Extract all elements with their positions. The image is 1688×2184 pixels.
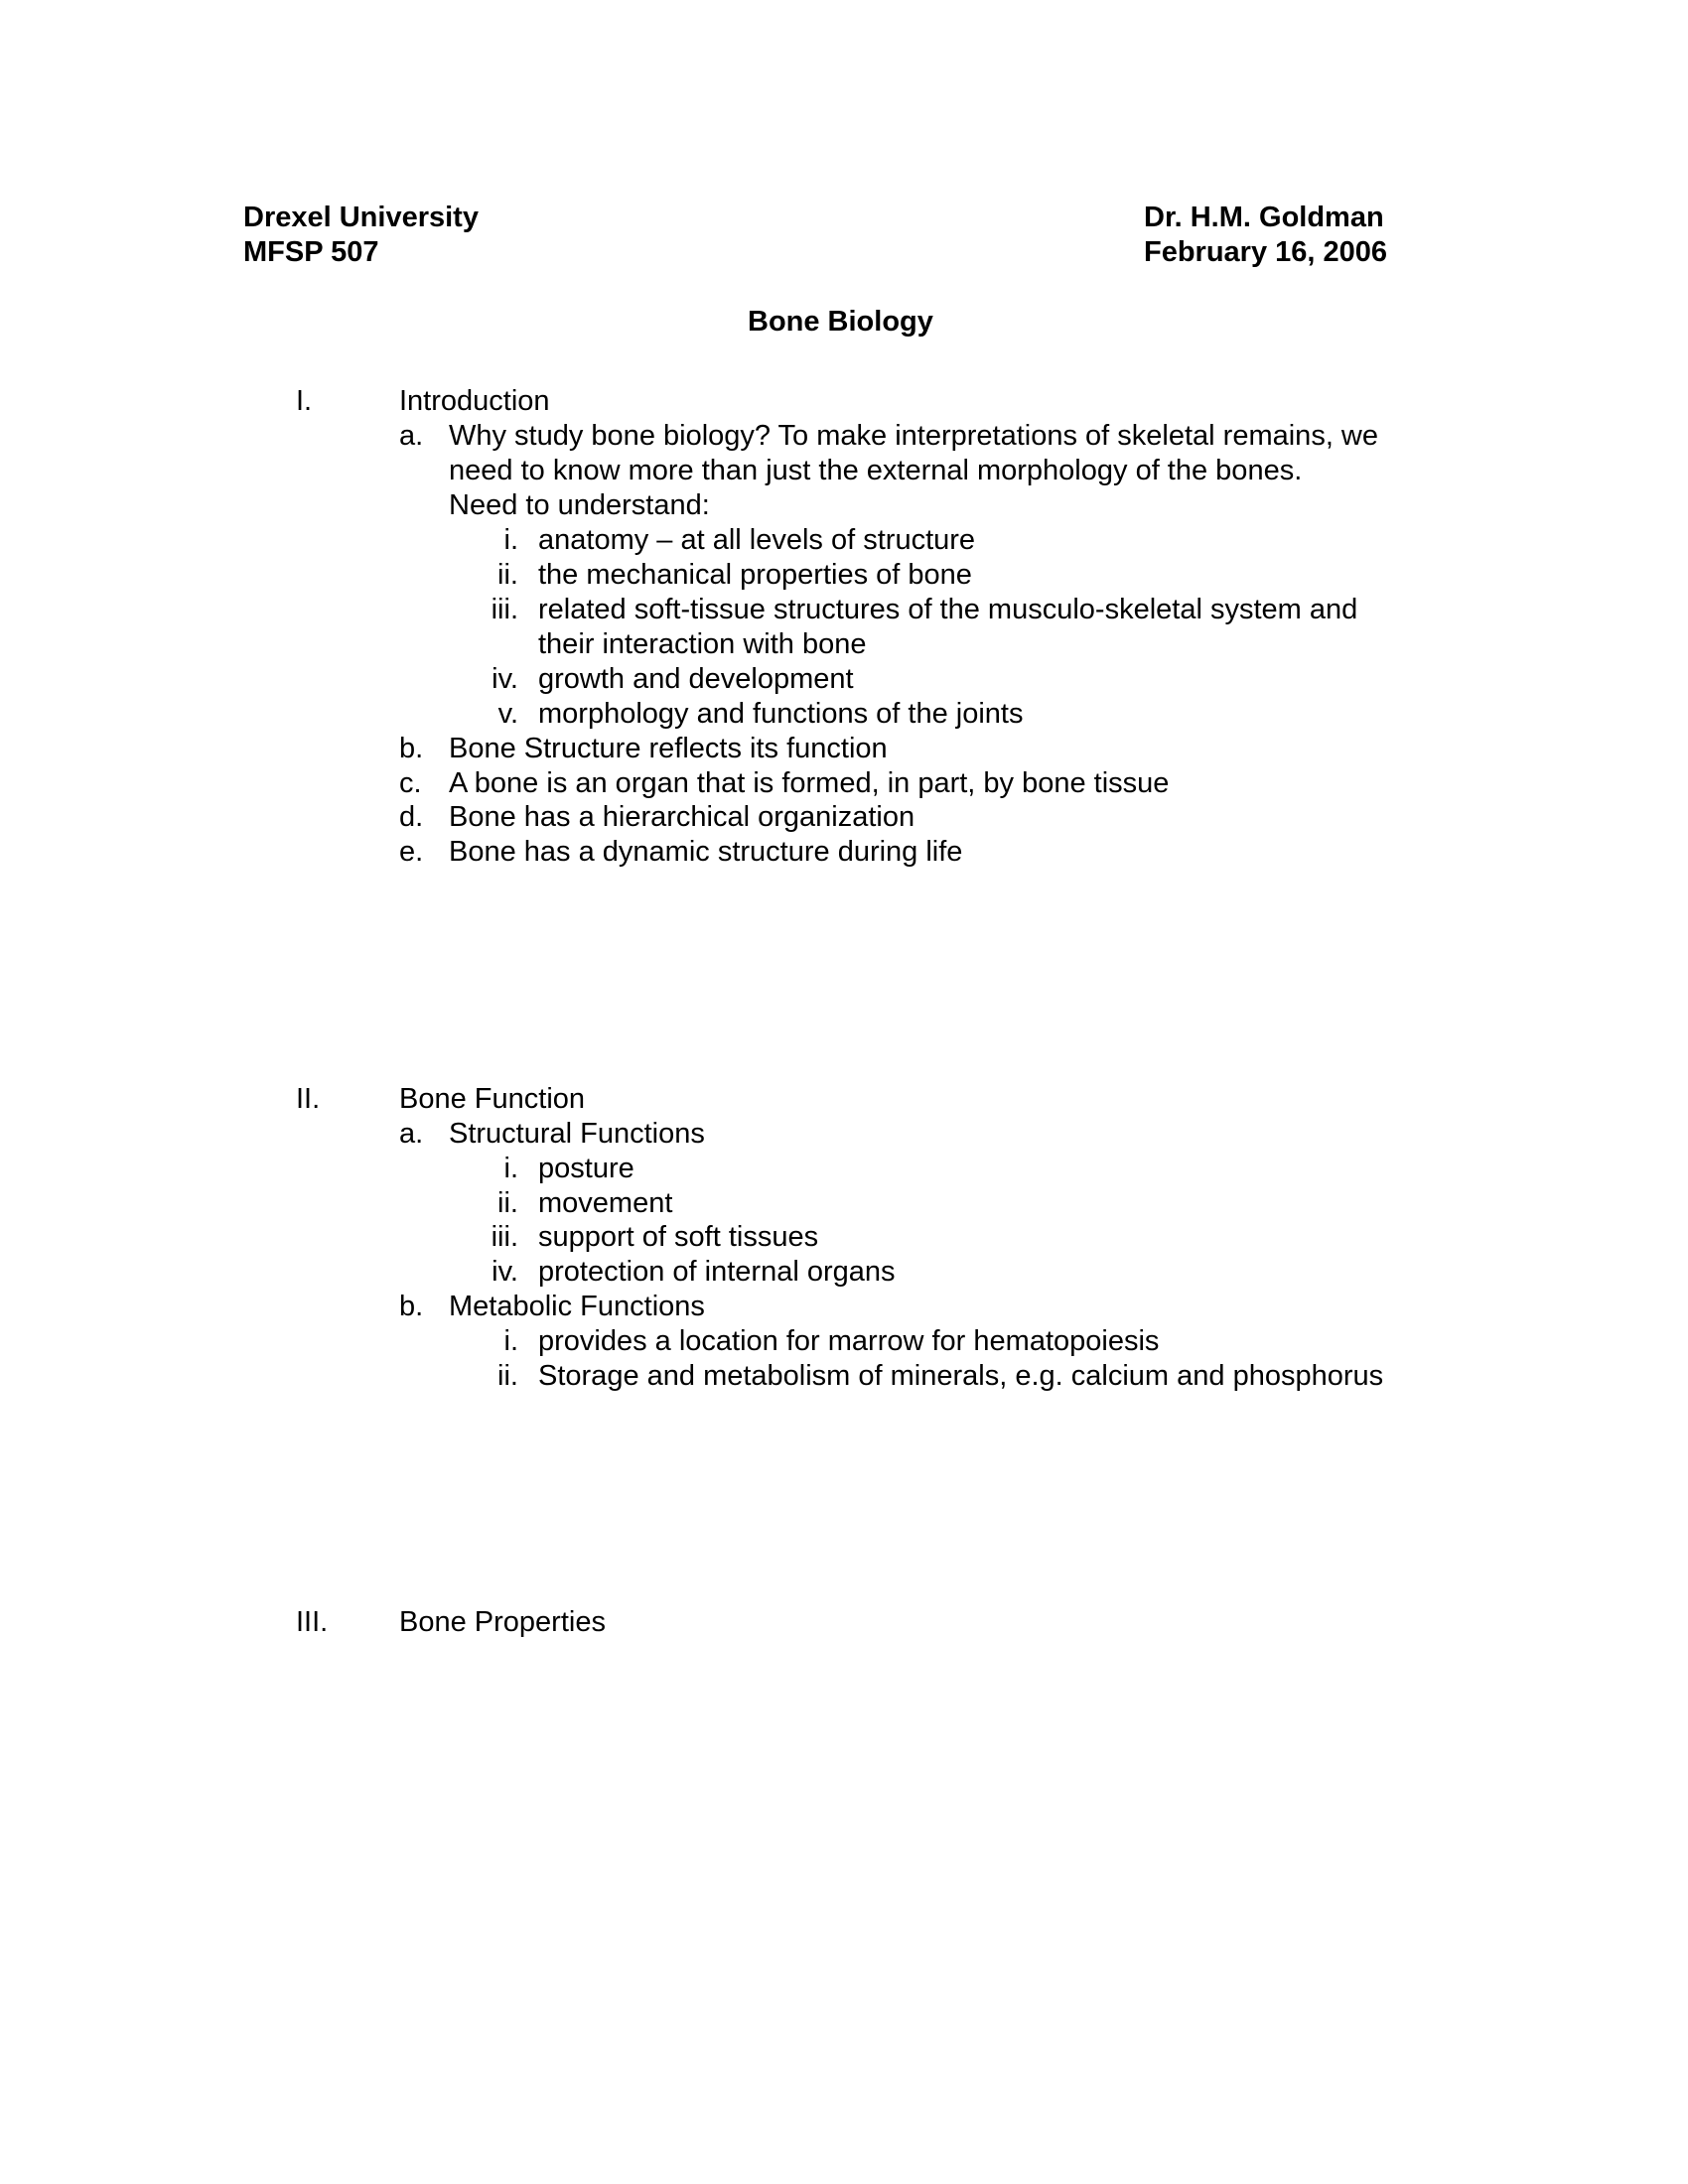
section-numeral: I. xyxy=(296,385,313,417)
item-letter: b. xyxy=(399,1291,424,1322)
subitem-text: protection of internal organs xyxy=(538,1256,896,1288)
item-text: Why study bone biology? To make interpretations of skeletal remains, we xyxy=(449,420,1379,452)
subitem-roman: iii. xyxy=(491,594,518,625)
subitem-text: the mechanical properties of bone xyxy=(538,559,972,591)
subitem-text: movement xyxy=(538,1187,673,1219)
item-text: Bone has a hierarchical organization xyxy=(449,801,915,833)
section-numeral: II. xyxy=(296,1083,321,1115)
item-text: Bone Structure reflects its function xyxy=(449,733,888,764)
page-title: Bone Biology xyxy=(748,306,933,338)
subitem-roman: ii. xyxy=(497,559,518,591)
subitem-text: provides a location for marrow for hematopoiesis xyxy=(538,1325,1160,1357)
item-text: Bone has a dynamic structure during life xyxy=(449,836,963,868)
subitem-text: posture xyxy=(538,1153,634,1184)
subitem-text: growth and development xyxy=(538,663,854,695)
subitem-text: support of soft tissues xyxy=(538,1221,819,1253)
subitem-text: related soft-tissue structures of the musculo-skeletal system and xyxy=(538,594,1358,625)
item-text: Need to understand: xyxy=(449,489,710,521)
header-institution: Drexel University xyxy=(243,202,479,233)
subitem-text: anatomy – at all levels of structure xyxy=(538,524,976,556)
section-heading: Bone Function xyxy=(399,1083,586,1115)
subitem-roman: i. xyxy=(503,524,518,556)
item-letter: c. xyxy=(399,767,422,799)
subitem-roman: ii. xyxy=(497,1187,518,1219)
subitem-text: morphology and functions of the joints xyxy=(538,698,1024,730)
item-text: Metabolic Functions xyxy=(449,1291,705,1322)
header-date: February 16, 2006 xyxy=(1144,236,1388,268)
item-letter: d. xyxy=(399,801,424,833)
section-numeral: III. xyxy=(296,1606,329,1638)
item-letter: b. xyxy=(399,733,424,764)
subitem-roman: iv. xyxy=(492,663,518,695)
item-letter: e. xyxy=(399,836,424,868)
header-instructor: Dr. H.M. Goldman xyxy=(1144,202,1384,233)
item-text: need to know more than just the external morphology of the bones. xyxy=(449,455,1303,486)
subitem-roman: v. xyxy=(497,698,518,730)
subitem-roman: iv. xyxy=(492,1256,518,1288)
item-text: Structural Functions xyxy=(449,1118,705,1150)
subitem-roman: i. xyxy=(503,1325,518,1357)
subitem-roman: ii. xyxy=(497,1360,518,1392)
item-letter: a. xyxy=(399,1118,424,1150)
subitem-roman: iii. xyxy=(491,1221,518,1253)
subitem-text: their interaction with bone xyxy=(538,628,867,660)
subitem-text: Storage and metabolism of minerals, e.g. calcium and phosphorus xyxy=(538,1360,1384,1392)
section-heading: Bone Properties xyxy=(399,1606,606,1638)
subitem-roman: i. xyxy=(503,1153,518,1184)
section-heading: Introduction xyxy=(399,385,550,417)
item-text: A bone is an organ that is formed, in part, by bone tissue xyxy=(449,767,1170,799)
item-letter: a. xyxy=(399,420,424,452)
header-course: MFSP 507 xyxy=(243,236,379,268)
